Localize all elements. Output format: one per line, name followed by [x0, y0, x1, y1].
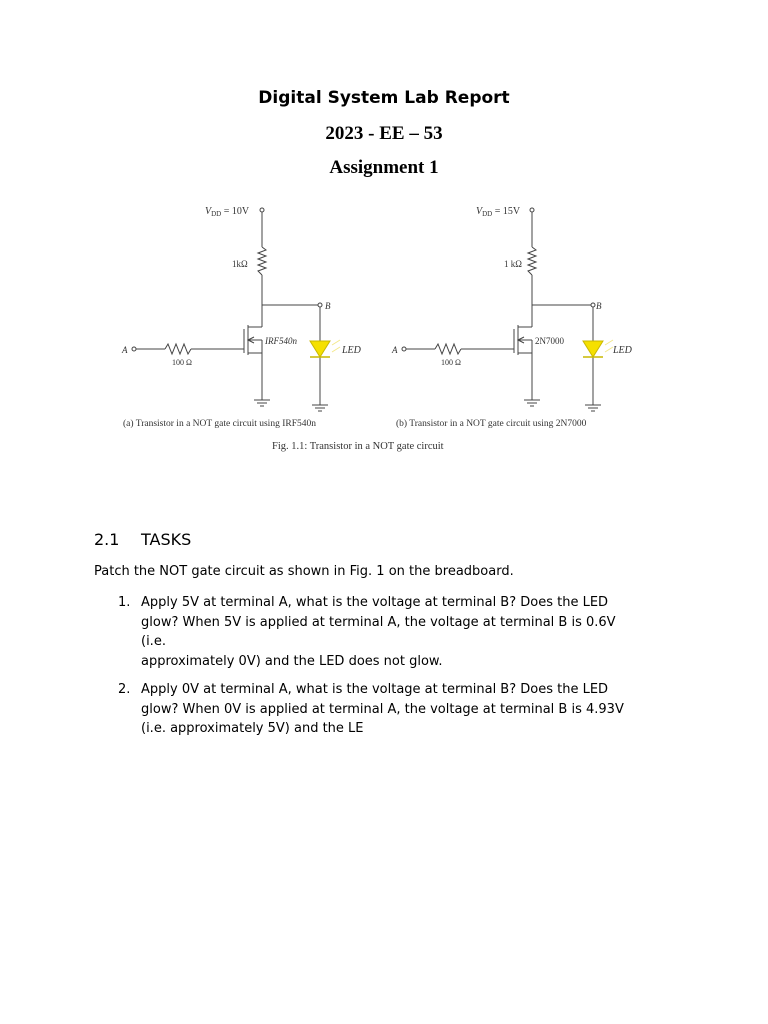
led-left-icon — [310, 340, 340, 357]
right-transistor-label: 2N7000 — [535, 336, 564, 346]
task-line: approximately 0V) and the LED does not glow. — [141, 653, 443, 669]
left-node-a-label: A — [122, 345, 128, 355]
left-resistor-top-label: 1kΩ — [232, 259, 248, 269]
right-vdd-label: $V_{DD} = 15V$ — [476, 206, 521, 218]
circuit-figure — [110, 195, 650, 465]
left-resistor-gate-label: 100 Ω — [172, 358, 192, 367]
left-node-b-label: B — [325, 301, 331, 311]
left-caption: (a) Transistor in a NOT gate circuit using IRF540n — [123, 419, 316, 429]
task-line: glow? When 0V is applied at terminal A, the voltage at terminal B is 4.93V — [141, 701, 624, 717]
list-item — [118, 680, 638, 739]
report-title: Digital System Lab Report — [258, 88, 510, 108]
right-led-label: LED — [613, 345, 632, 356]
right-node-b-label: B — [596, 301, 602, 311]
right-resistor-gate-label: 100 Ω — [441, 358, 461, 367]
task-line: Apply 5V at terminal A, what is the voltage at terminal B? Does the LED — [141, 595, 609, 610]
task-line: (i.e. approximately 5V) and the LE — [141, 721, 364, 736]
led-right-icon — [583, 340, 613, 357]
list-item — [118, 593, 638, 671]
list-item-number: 2. — [118, 682, 131, 697]
right-caption: (b) Transistor in a NOT gate circuit using 2N7000 — [396, 419, 587, 429]
task-line: glow? When 5V is applied at terminal A, the voltage at terminal B is 0.6V (i.e. — [141, 614, 616, 649]
intro-paragraph: Patch the NOT gate circuit as shown in Fig. 1 on the breadboard. — [94, 564, 514, 579]
left-vdd-label: $V_{DD} = 10V$ — [205, 206, 250, 218]
section-number: 2.1 — [94, 530, 120, 549]
section-title: TASKS — [141, 530, 192, 549]
section-heading — [94, 530, 191, 549]
left-led-label: LED — [342, 345, 361, 356]
roll-number: 2023 - EE – 53 — [325, 123, 443, 144]
assignment-title: Assignment 1 — [329, 157, 439, 178]
right-resistor-top-label: 1 kΩ — [504, 259, 522, 269]
left-transistor-label: IRF540n — [265, 336, 297, 346]
right-node-a-label: A — [392, 345, 398, 355]
task-line: Apply 0V at terminal A, what is the voltage at terminal B? Does the LED — [141, 682, 609, 697]
list-item-number: 1. — [118, 595, 131, 610]
figure-caption: Fig. 1.1: Transistor in a NOT gate circuit — [272, 441, 444, 452]
